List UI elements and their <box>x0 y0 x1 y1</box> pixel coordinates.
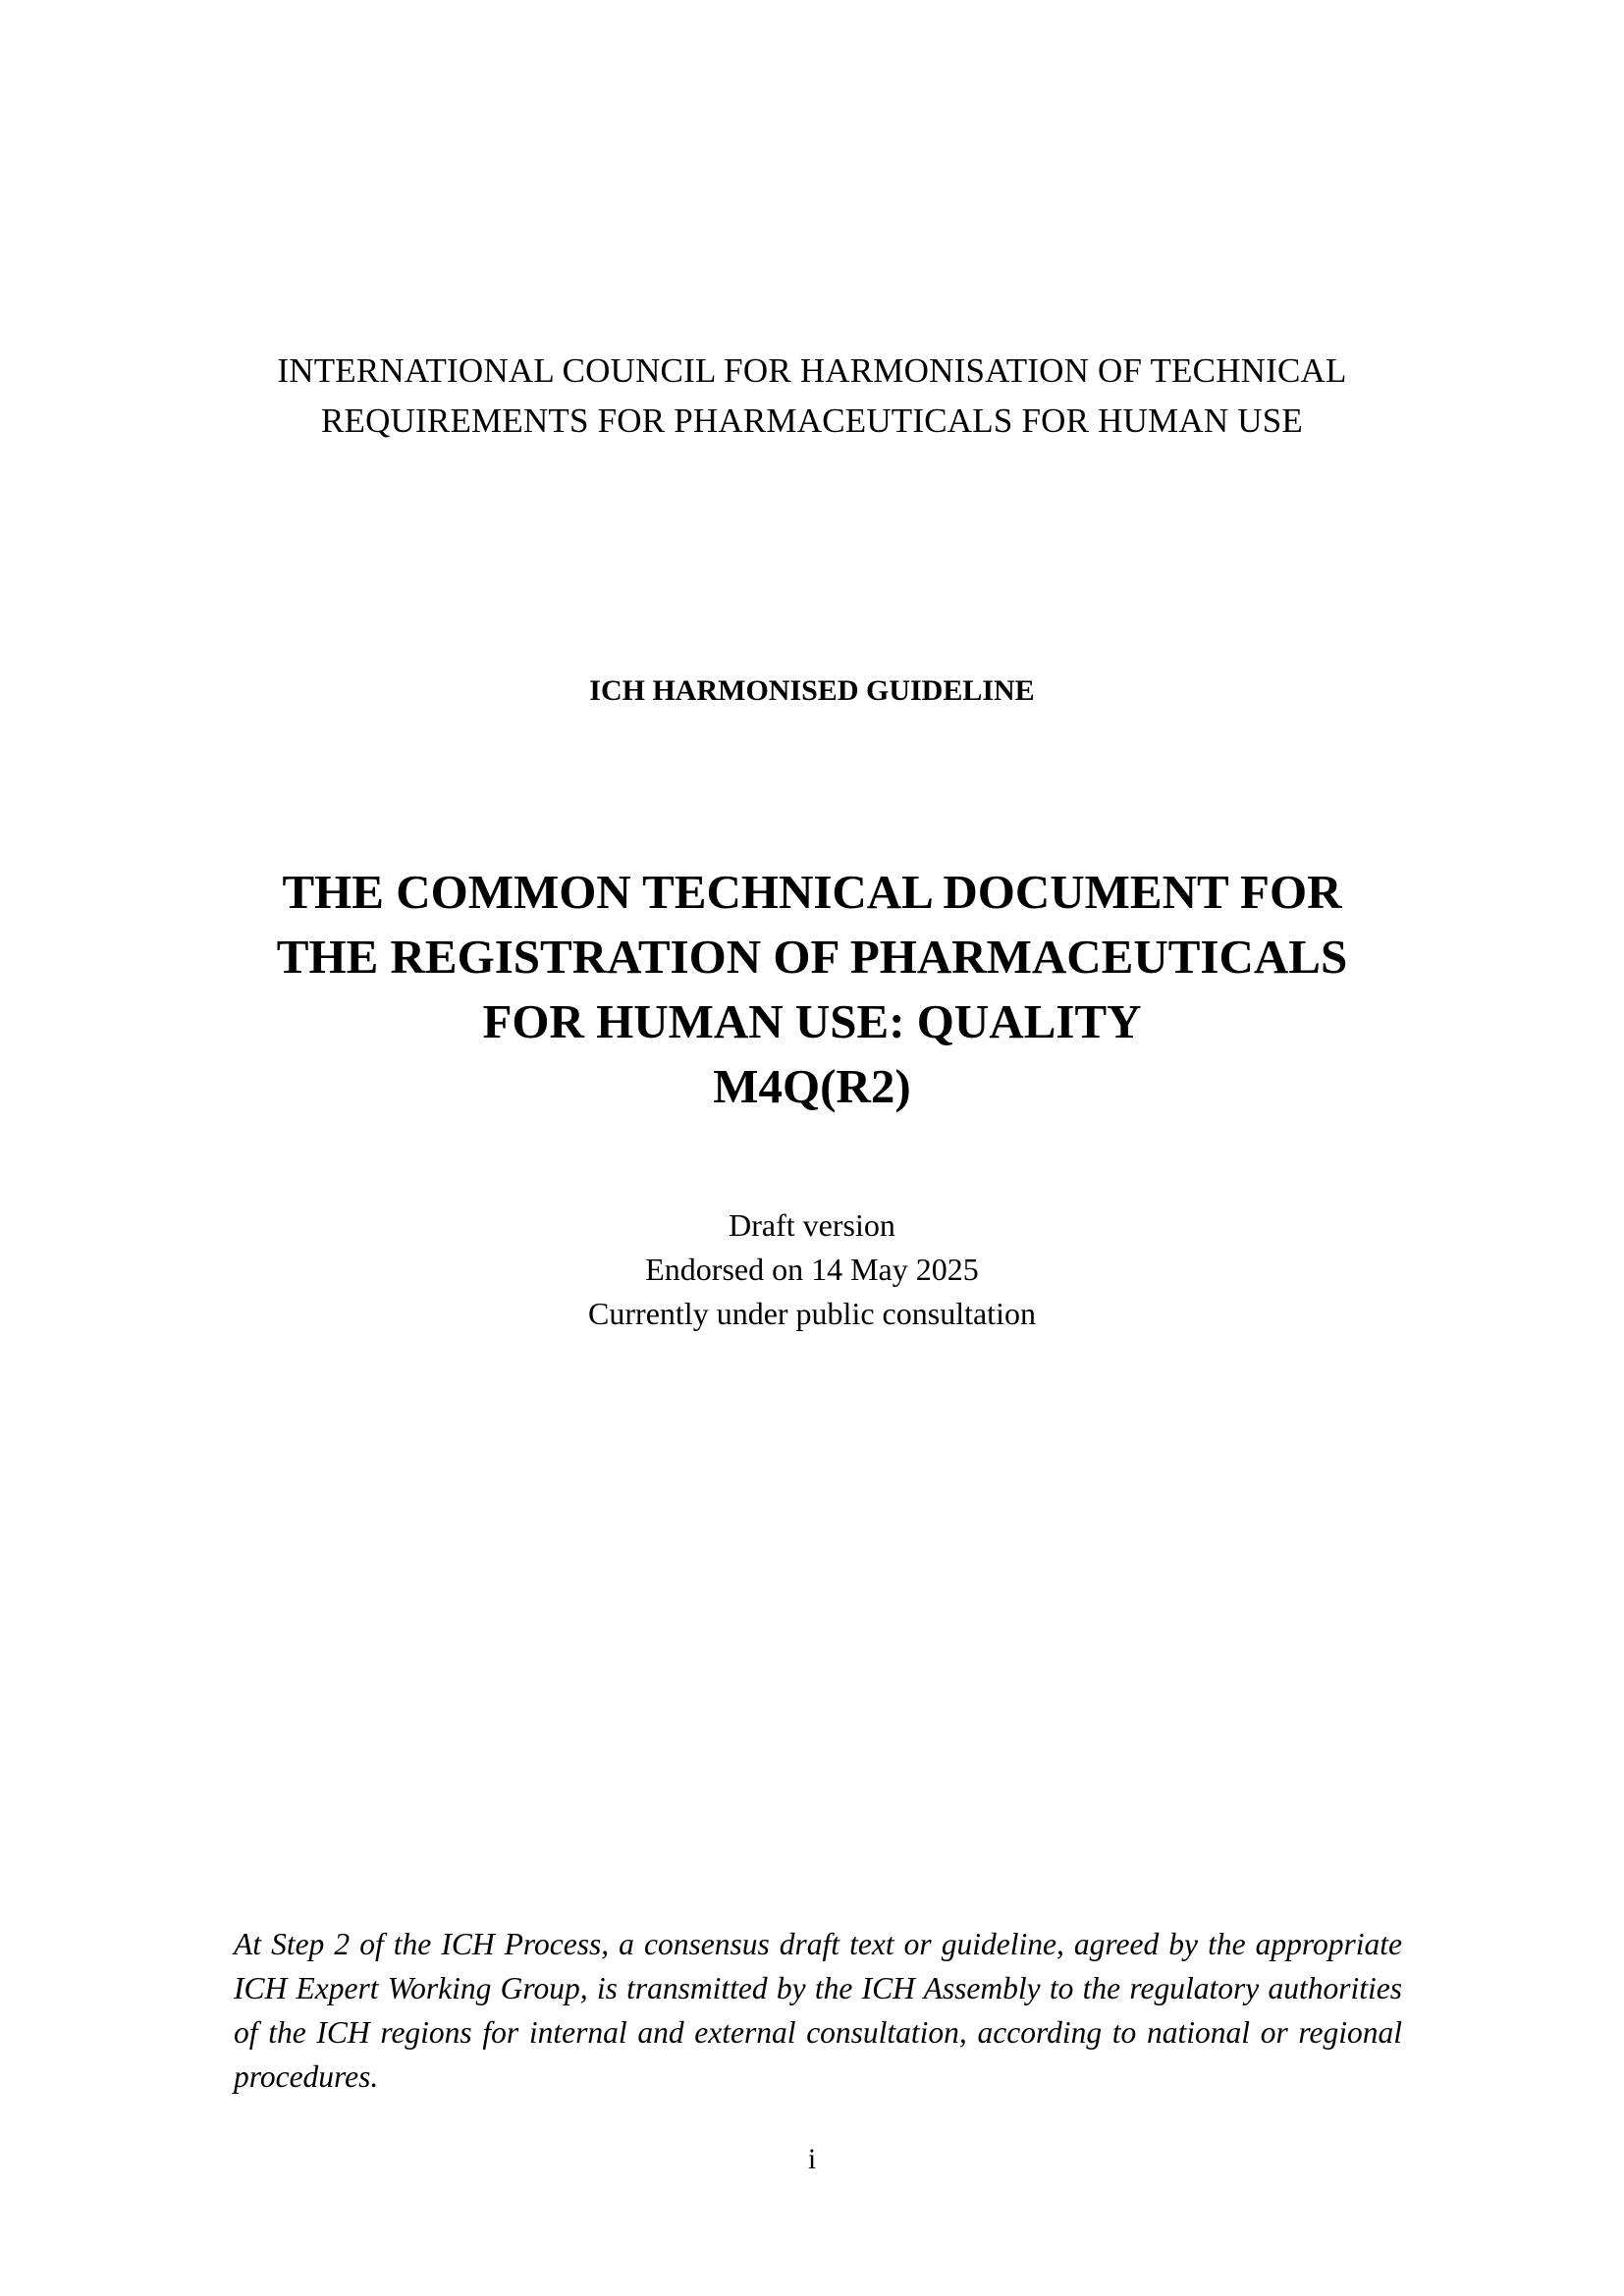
title-line: THE COMMON TECHNICAL DOCUMENT FOR <box>282 865 1342 919</box>
status-line: Draft version <box>729 1207 895 1243</box>
guideline-kind: ICH HARMONISED GUIDELINE <box>589 674 1035 707</box>
document-status <box>0 1203 1624 1336</box>
organisation-name <box>0 346 1624 446</box>
status-line: Currently under public consultation <box>588 1296 1036 1331</box>
organisation-line: INTERNATIONAL COUNCIL FOR HARMONISATION OF TECHNICAL <box>277 351 1347 390</box>
title-line: FOR HUMAN USE: QUALITY <box>482 994 1142 1048</box>
page-number: i <box>807 2143 817 2175</box>
title-code: M4Q(R2) <box>713 1059 911 1113</box>
organisation-line: REQUIREMENTS FOR PHARMACEUTICALS FOR HUMAN USE <box>320 401 1303 440</box>
status-line: Endorsed on 14 May 2025 <box>645 1252 979 1287</box>
document-title <box>0 860 1624 1119</box>
title-line: THE REGISTRATION OF PHARMACEUTICALS <box>276 930 1348 984</box>
step-2-note: At Step 2 of the ICH Process, a consensus draft text or guideline, agreed by the appropriate ICH Expert Working Group, is transmitted by the ICH Assembly to the regulatory authorities of the ICH regions for internal and external consultation, according to national or regional procedures. <box>234 1927 1402 2094</box>
